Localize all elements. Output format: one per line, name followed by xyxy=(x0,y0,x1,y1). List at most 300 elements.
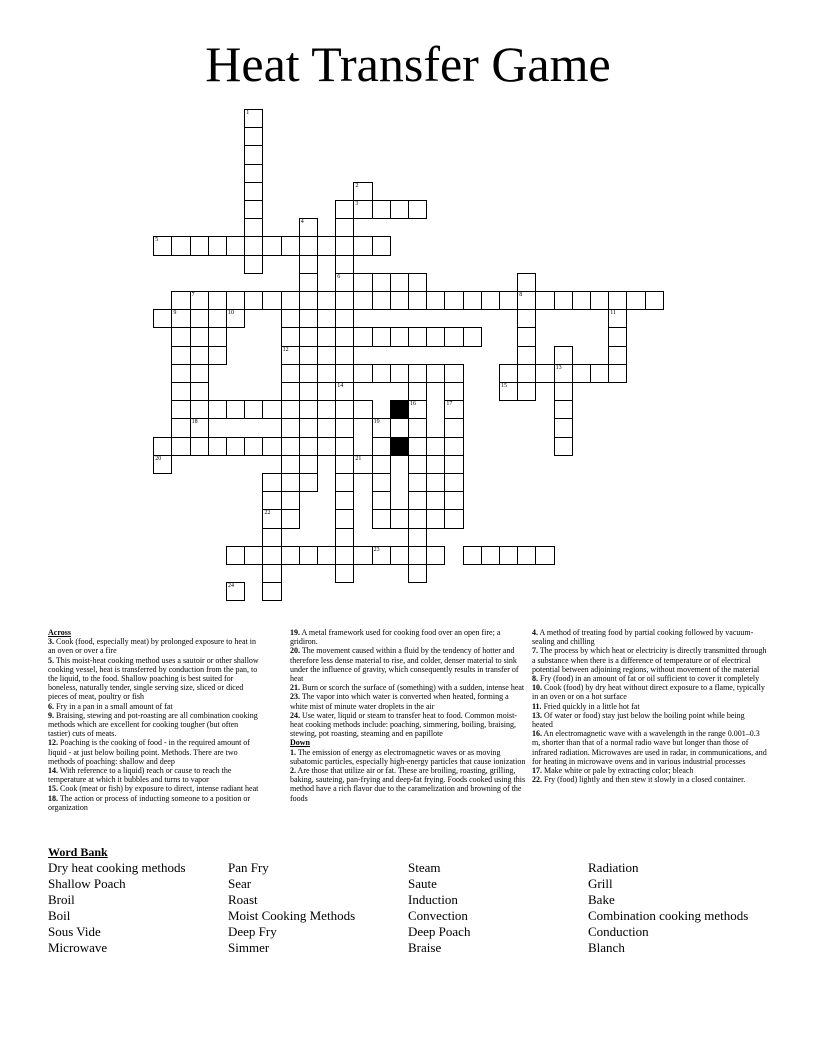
grid-cell[interactable] xyxy=(426,437,445,456)
clue-item: 16. An electromagnetic wave with a wavelength in the range 0.001–0.3 m, shorter than that of a normal radio wave but longer than those of infrared radiation. Microwaves are used in radar, in communications, and for heating in microwave ovens and in various industrial processes xyxy=(532,729,767,766)
grid-cell[interactable] xyxy=(153,437,172,456)
clues-column-3 xyxy=(532,628,767,784)
grid-cell[interactable] xyxy=(299,437,318,456)
clue-item: 12. Poaching is the cooking of food - in the required amount of liquid - at just below boiling point. Methods. There are two methods of poaching: shallow and deep xyxy=(48,738,250,766)
grid-cell[interactable] xyxy=(353,273,372,292)
grid-cell[interactable] xyxy=(535,364,554,383)
clue-number: 8 xyxy=(519,292,523,298)
grid-cell[interactable] xyxy=(244,255,263,274)
grid-cell[interactable] xyxy=(626,291,645,310)
clue-number: 16 xyxy=(410,401,416,408)
grid-cell[interactable] xyxy=(481,291,500,310)
grid-cell[interactable] xyxy=(426,327,445,346)
word-bank-item: Simmer xyxy=(228,940,270,955)
grid-cell[interactable] xyxy=(244,437,263,456)
grid-cell[interactable] xyxy=(335,473,354,492)
grid-cell[interactable] xyxy=(408,200,427,219)
grid-cell[interactable] xyxy=(554,346,573,365)
grid-cell[interactable] xyxy=(335,491,354,510)
grid-cell[interactable] xyxy=(171,346,190,365)
clue-number: 6 xyxy=(337,273,341,280)
grid-cell[interactable] xyxy=(226,291,245,310)
grid-cell[interactable] xyxy=(463,291,482,310)
grid-cell[interactable] xyxy=(372,200,391,219)
grid-cell[interactable] xyxy=(317,437,336,456)
grid-cell[interactable] xyxy=(353,455,372,474)
clue-item: 11. Fried quickly in a little hot fat xyxy=(532,701,640,711)
grid-cell[interactable] xyxy=(244,236,263,255)
grid-cell[interactable] xyxy=(499,291,518,310)
grid-cell[interactable] xyxy=(408,364,427,383)
grid-cell[interactable] xyxy=(171,364,190,383)
grid-cell[interactable] xyxy=(408,491,427,510)
word-bank-column xyxy=(408,860,586,956)
clue-number: 3 xyxy=(355,201,359,207)
word-bank-item: Blanch xyxy=(588,940,625,955)
grid-cell[interactable] xyxy=(244,218,263,237)
grid-cell[interactable] xyxy=(390,200,409,219)
grid-cell[interactable] xyxy=(554,400,573,419)
grid-cell[interactable] xyxy=(281,418,300,437)
grid-cell[interactable] xyxy=(353,200,372,219)
grid-cell[interactable] xyxy=(281,473,300,492)
grid-cell[interactable] xyxy=(608,327,627,346)
grid-cell[interactable] xyxy=(372,364,391,383)
clue-item: 14. With reference to a liquid) reach or cause to reach the temperature at which it bubbles and turns to vapor xyxy=(48,766,232,785)
grid-cell[interactable] xyxy=(171,382,190,401)
clue-item: 6. Fry in a pan in a small amount of fat xyxy=(48,701,173,711)
grid-cell[interactable] xyxy=(499,364,518,383)
grid-cell[interactable] xyxy=(281,236,300,255)
grid-cell[interactable] xyxy=(190,346,209,365)
grid-cell[interactable] xyxy=(153,455,172,474)
grid-cell[interactable] xyxy=(335,364,354,383)
grid-cell[interactable] xyxy=(335,309,354,328)
black-square xyxy=(390,400,409,419)
grid-cell[interactable] xyxy=(171,309,190,328)
grid-cell[interactable] xyxy=(190,400,209,419)
word-bank-item: Microwave xyxy=(48,940,108,955)
grid-cell[interactable] xyxy=(426,509,445,528)
clue-number: 5 xyxy=(155,237,159,244)
grid-cell[interactable] xyxy=(554,382,573,401)
clue-number: 2 xyxy=(355,182,359,189)
grid-cell[interactable] xyxy=(190,418,209,437)
grid-cell[interactable] xyxy=(208,346,227,365)
clue-number: 23 xyxy=(373,546,380,553)
grid-cell[interactable] xyxy=(244,546,263,565)
page-title: Heat Transfer Game xyxy=(205,36,611,92)
grid-cell[interactable] xyxy=(299,236,318,255)
grid-cell[interactable] xyxy=(226,437,245,456)
grid-cell[interactable] xyxy=(608,309,627,328)
grid-cell[interactable] xyxy=(299,418,318,437)
grid-cell[interactable] xyxy=(372,418,391,437)
grid-cell[interactable] xyxy=(226,546,245,565)
grid-cell[interactable] xyxy=(335,455,354,474)
grid-cell[interactable] xyxy=(190,382,209,401)
grid-cell[interactable] xyxy=(335,255,354,274)
grid-cell[interactable] xyxy=(281,400,300,419)
grid-cell[interactable] xyxy=(190,437,209,456)
clue-list xyxy=(48,637,262,812)
word-bank-item: Boil xyxy=(48,908,71,923)
grid-cell[interactable] xyxy=(226,236,245,255)
grid-cell[interactable] xyxy=(335,564,354,583)
word-bank-title: Word Bank xyxy=(48,845,108,859)
grid-cell[interactable] xyxy=(353,327,372,346)
grid-cell[interactable] xyxy=(299,546,318,565)
grid-cell[interactable] xyxy=(517,291,536,310)
grid-cell[interactable] xyxy=(244,182,263,201)
grid-cell[interactable] xyxy=(590,364,609,383)
grid-cell[interactable] xyxy=(281,364,300,383)
word-bank-item: Sear xyxy=(228,876,252,891)
grid-cell[interactable] xyxy=(408,291,427,310)
grid-cell[interactable] xyxy=(208,236,227,255)
clue-item: 4. A method of treating food by partial cooking followed by vacuum-sealing and chilling xyxy=(532,628,754,647)
grid-cell[interactable] xyxy=(444,437,463,456)
clue-number: 12 xyxy=(282,346,289,353)
grid-cell[interactable] xyxy=(171,236,190,255)
across-header: Across xyxy=(48,628,71,637)
grid-cell[interactable] xyxy=(262,546,281,565)
grid-cell[interactable] xyxy=(554,364,573,383)
grid-cell[interactable] xyxy=(262,473,281,492)
clue-number: 22 xyxy=(264,510,271,517)
grid-cell[interactable] xyxy=(372,273,391,292)
grid-cell[interactable] xyxy=(208,437,227,456)
word-bank-item: Roast xyxy=(228,892,258,907)
grid-cell[interactable] xyxy=(463,327,482,346)
grid-cell[interactable] xyxy=(517,346,536,365)
word-bank-item: Induction xyxy=(408,892,458,907)
grid-cell[interactable] xyxy=(390,327,409,346)
clue-number: 11 xyxy=(610,310,616,317)
grid-cell[interactable] xyxy=(444,291,463,310)
clue-item: 5. This moist-heat cooking method uses a sautoir or other shallow cooking vessel, heat is transferred by conduction from the pan, to the liquid, to the food. Shallow poaching is best suited for boneless, naturally tender, single serving size, sliced or diced pieces of meat, poultry or fish xyxy=(48,655,259,702)
clue-item: 9. Braising, stewing and pot-roasting are all combination cooking methods which are excellent for cooking tougher (but often tastier) cuts of meats. xyxy=(48,710,258,739)
grid-cell[interactable] xyxy=(590,291,609,310)
grid-cell[interactable] xyxy=(408,455,427,474)
grid-cell[interactable] xyxy=(317,236,336,255)
grid-cell[interactable] xyxy=(299,400,318,419)
grid-cell[interactable] xyxy=(208,309,227,328)
grid-cell[interactable] xyxy=(444,491,463,510)
grid-cell[interactable] xyxy=(572,364,591,383)
grid-cell[interactable] xyxy=(444,455,463,474)
grid-cell[interactable] xyxy=(372,291,391,310)
grid-cell[interactable] xyxy=(244,145,263,164)
word-bank-item: Moist Cooking Methods xyxy=(228,908,356,923)
grid-cell[interactable] xyxy=(153,236,172,255)
grid-cell[interactable] xyxy=(317,291,336,310)
grid-cell[interactable] xyxy=(335,382,354,401)
grid-cell[interactable] xyxy=(208,400,227,419)
grid-cell[interactable] xyxy=(372,236,391,255)
clue-number: 17 xyxy=(446,401,453,408)
grid-cell[interactable] xyxy=(444,473,463,492)
grid-cell[interactable] xyxy=(499,382,518,401)
grid-cell[interactable] xyxy=(408,327,427,346)
grid-cell[interactable] xyxy=(335,546,354,565)
grid-cell[interactable] xyxy=(190,236,209,255)
clue-item: 2. Are those that utilize air or fat. These are broiling, roasting, grilling, baking, sauteing, pan-frying and deep-fat frying. Foods cooked using this method have a rich flavor due to the caramelization and browning of the foods xyxy=(290,766,526,803)
grid-cell[interactable] xyxy=(444,509,463,528)
grid-cell[interactable] xyxy=(426,546,445,565)
grid-cell[interactable] xyxy=(299,346,318,365)
word-bank-column xyxy=(588,860,766,956)
grid-cell[interactable] xyxy=(426,455,445,474)
grid-cell[interactable] xyxy=(244,127,263,146)
word-bank-item: Radiation xyxy=(588,860,639,875)
clue-item: 13. Of water or food) stay just below the boiling point while being heated xyxy=(532,710,745,730)
clues-column-2 xyxy=(290,628,526,803)
grid-cell[interactable] xyxy=(262,564,281,583)
grid-cell[interactable] xyxy=(335,218,354,237)
grid-cell[interactable] xyxy=(281,509,300,528)
grid-cell[interactable] xyxy=(244,109,263,128)
grid-cell[interactable] xyxy=(262,509,281,528)
grid-cell[interactable] xyxy=(317,327,336,346)
grid-cell[interactable] xyxy=(481,546,500,565)
grid-cell[interactable] xyxy=(608,291,627,310)
grid-cell[interactable] xyxy=(390,509,409,528)
word-bank-item: Steam xyxy=(408,860,441,875)
grid-cell[interactable] xyxy=(281,437,300,456)
grid-cell[interactable] xyxy=(408,273,427,292)
grid-cell[interactable] xyxy=(554,437,573,456)
clue-number: 19 xyxy=(373,419,380,426)
grid-cell[interactable] xyxy=(299,364,318,383)
grid-cell[interactable] xyxy=(444,382,463,401)
grid-cell[interactable] xyxy=(335,437,354,456)
grid-cell[interactable] xyxy=(335,418,354,437)
grid-cell[interactable] xyxy=(572,291,591,310)
grid-cell[interactable] xyxy=(372,437,391,456)
grid-cell[interactable] xyxy=(517,382,536,401)
grid-cell[interactable] xyxy=(335,200,354,219)
grid-cell[interactable] xyxy=(171,400,190,419)
grid-cell[interactable] xyxy=(299,473,318,492)
grid-cell[interactable] xyxy=(299,327,318,346)
grid-cell[interactable] xyxy=(281,382,300,401)
grid-cell[interactable] xyxy=(408,418,427,437)
grid-cell[interactable] xyxy=(262,291,281,310)
clue-number: 14 xyxy=(337,383,344,389)
clue-item: 7. The process by which heat or electricity is directly transmitted through a substance when there is a difference of temperature or of electrical potential between adjoining regions, without movement of the material xyxy=(532,646,767,674)
grid-cell[interactable] xyxy=(444,364,463,383)
clue-item: 22. Fry (food) lightly and then stew it slowly in a closed container. xyxy=(532,775,746,785)
grid-cell[interactable] xyxy=(299,273,318,292)
grid-cell[interactable] xyxy=(281,327,300,346)
grid-cell[interactable] xyxy=(390,291,409,310)
grid-cell[interactable] xyxy=(444,400,463,419)
word-bank-item: Deep Poach xyxy=(408,924,471,939)
grid-cell[interactable] xyxy=(226,582,245,601)
grid-cell[interactable] xyxy=(335,236,354,255)
grid-cell[interactable] xyxy=(608,346,627,365)
grid-cell[interactable] xyxy=(317,364,336,383)
grid-cell[interactable] xyxy=(226,400,245,419)
grid-cell[interactable] xyxy=(335,291,354,310)
grid-cell[interactable] xyxy=(299,309,318,328)
grid-cell[interactable] xyxy=(281,309,300,328)
grid-cell[interactable] xyxy=(262,491,281,510)
grid-cell[interactable] xyxy=(408,400,427,419)
word-bank-item: Convection xyxy=(408,908,468,923)
grid-cell[interactable] xyxy=(645,291,664,310)
grid-cell[interactable] xyxy=(190,327,209,346)
grid-cell[interactable] xyxy=(353,546,372,565)
grid-cell[interactable] xyxy=(372,546,391,565)
grid-cell[interactable] xyxy=(153,309,172,328)
grid-cell[interactable] xyxy=(335,528,354,547)
grid-cell[interactable] xyxy=(208,291,227,310)
clue-item: 15. Cook (meat or fish) by exposure to direct, intense radiant heat xyxy=(48,784,259,794)
grid-cell[interactable] xyxy=(353,236,372,255)
clue-list xyxy=(290,748,526,803)
word-bank-item: Braise xyxy=(408,940,442,955)
grid-cell[interactable] xyxy=(426,291,445,310)
grid-cell[interactable] xyxy=(190,291,209,310)
grid-cell[interactable] xyxy=(299,455,318,474)
grid-cell[interactable] xyxy=(408,564,427,583)
clue-item: 21. Burn or scorch the surface of (something) with a sudden, intense heat xyxy=(290,683,525,693)
grid-cell[interactable] xyxy=(262,400,281,419)
grid-cell[interactable] xyxy=(299,255,318,274)
clue-number: 1 xyxy=(246,110,250,116)
word-bank-item: Deep Fry xyxy=(228,924,277,939)
word-bank-item: Bake xyxy=(588,892,615,907)
grid-cell[interactable] xyxy=(408,382,427,401)
grid-cell[interactable] xyxy=(372,509,391,528)
grid-cell[interactable] xyxy=(281,455,300,474)
grid-cell[interactable] xyxy=(517,273,536,292)
grid-cell[interactable] xyxy=(390,546,409,565)
grid-cell[interactable] xyxy=(171,327,190,346)
grid-cell[interactable] xyxy=(262,528,281,547)
grid-cell[interactable] xyxy=(299,291,318,310)
grid-cell[interactable] xyxy=(353,364,372,383)
grid-cell[interactable] xyxy=(408,437,427,456)
word-bank-item: Combination cooking methods xyxy=(588,908,749,923)
clue-number: 20 xyxy=(155,455,162,462)
clue-item: 17. Make white or pale by extracting color; bleach xyxy=(532,766,694,776)
clue-item: 18. The action or process of inducting someone to a position or organization xyxy=(48,793,251,812)
grid-cell[interactable] xyxy=(372,473,391,492)
clue-number: 15 xyxy=(501,383,507,389)
grid-cell[interactable] xyxy=(372,455,391,474)
grid-cell[interactable] xyxy=(408,528,427,547)
grid-cell[interactable] xyxy=(281,491,300,510)
word-bank-item: Shallow Poach xyxy=(48,876,126,891)
grid-cell[interactable] xyxy=(281,291,300,310)
word-bank-item: Pan Fry xyxy=(228,860,269,875)
grid-cell[interactable] xyxy=(299,382,318,401)
grid-cell[interactable] xyxy=(299,218,318,237)
clue-number: 7 xyxy=(191,292,195,298)
grid-cell[interactable] xyxy=(171,437,190,456)
grid-cell[interactable] xyxy=(262,236,281,255)
grid-cell[interactable] xyxy=(408,546,427,565)
grid-cell[interactable] xyxy=(408,509,427,528)
grid-cell[interactable] xyxy=(517,546,536,565)
grid-cell[interactable] xyxy=(535,291,554,310)
grid-cell[interactable] xyxy=(190,309,209,328)
grid-cell[interactable] xyxy=(353,182,372,201)
grid-cell[interactable] xyxy=(608,364,627,383)
grid-cell[interactable] xyxy=(463,546,482,565)
black-square xyxy=(390,437,409,456)
grid-cell[interactable] xyxy=(190,364,209,383)
grid-cell[interactable] xyxy=(353,400,372,419)
clue-number: 13 xyxy=(555,364,562,371)
grid-cell[interactable] xyxy=(517,364,536,383)
clue-item: 23. The vapor into which water is converted when heated, forming a white mist of minute water droplets in the air xyxy=(290,692,509,711)
grid-cell[interactable] xyxy=(372,327,391,346)
grid-cell[interactable] xyxy=(281,346,300,365)
grid-cell[interactable] xyxy=(226,309,245,328)
clue-item: 19. A metal framework used for cooking food over an open fire; a gridiron. xyxy=(290,628,501,647)
grid-cell[interactable] xyxy=(281,546,300,565)
clue-number: 21 xyxy=(355,455,362,462)
grid-cell[interactable] xyxy=(244,200,263,219)
grid-cell[interactable] xyxy=(554,291,573,310)
grid-cell[interactable] xyxy=(426,473,445,492)
grid-cell[interactable] xyxy=(499,546,518,565)
grid-cell[interactable] xyxy=(171,291,190,310)
grid-cell[interactable] xyxy=(335,327,354,346)
grid-cell[interactable] xyxy=(390,273,409,292)
grid-cell[interactable] xyxy=(244,291,263,310)
grid-cell[interactable] xyxy=(426,364,445,383)
word-bank-item: Dry heat cooking methods xyxy=(48,860,186,875)
grid-cell[interactable] xyxy=(335,346,354,365)
grid-cell[interactable] xyxy=(535,546,554,565)
grid-cell[interactable] xyxy=(335,273,354,292)
grid-cell[interactable] xyxy=(335,400,354,419)
grid-cell[interactable] xyxy=(208,327,227,346)
grid-cell[interactable] xyxy=(372,491,391,510)
grid-cell[interactable] xyxy=(517,309,536,328)
clue-number: 4 xyxy=(300,219,304,226)
down-header: Down xyxy=(290,738,311,748)
grid-cell[interactable] xyxy=(408,473,427,492)
clue-number: 10 xyxy=(228,310,234,317)
grid-cell[interactable] xyxy=(171,418,190,437)
clues-column-1 xyxy=(48,628,262,812)
word-bank-item: Sous Vide xyxy=(48,924,101,939)
grid-cell[interactable] xyxy=(390,364,409,383)
clue-item: 3. Cook (food, especially meat) by prolonged exposure to heat in an oven or over a fire xyxy=(48,637,256,656)
grid-cell[interactable] xyxy=(444,418,463,437)
grid-cell[interactable] xyxy=(517,327,536,346)
clue-number: 18 xyxy=(191,419,198,426)
grid-cell[interactable] xyxy=(335,509,354,528)
grid-cell[interactable] xyxy=(317,546,336,565)
grid-cell[interactable] xyxy=(554,418,573,437)
clue-item: 20. The movement caused within a fluid by the tendency of hotter and therefore less dense material to rise, and colder, denser material to sink under the influence of gravity, which consequently results in transfer of heat xyxy=(290,646,519,684)
grid-cell[interactable] xyxy=(262,437,281,456)
grid-cell[interactable] xyxy=(444,327,463,346)
grid-cell[interactable] xyxy=(317,400,336,419)
grid-cell[interactable] xyxy=(262,582,281,601)
grid-cell[interactable] xyxy=(244,164,263,183)
clue-number: 24 xyxy=(228,583,234,590)
grid-cell[interactable] xyxy=(244,400,263,419)
grid-cell[interactable] xyxy=(353,291,372,310)
